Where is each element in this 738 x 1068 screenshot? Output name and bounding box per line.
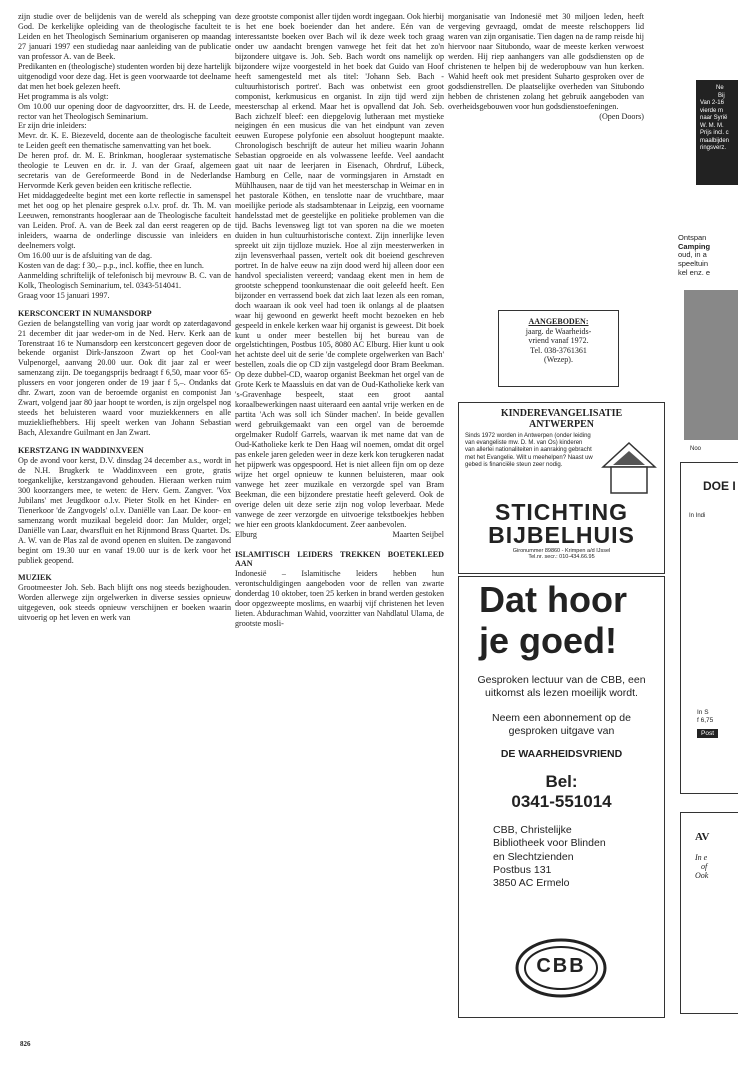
logo-text: CBB	[536, 955, 586, 977]
paragraph: Indonesië – Islamitische leiders hebben hun verontschuldigingen aangeboden voor de rellen van zwarte donderdag 10 oktober, toen 25 kerken in brand werden gestoken door opgezweepte moslims, en waarbij vijf christenen het leven lieten. Abdurachman Wahid, voorzitter van Nahdlatul Ulama, de grootste mosli-	[235, 569, 444, 629]
paragraph: Gezien de belangstelling van vorig jaar wordt op zaterdagavond 21 december dit jaar weder-om in de Ned. Herv. Kerk aan de Torenstraat 16 te Numansdorp een kerstconcert gegeven door de bekende organist Dirk-Janszoon Zwart op het Cool-van Vulpenorgel, aanvang 20.00 uur. Ook dit jaar zal er weer samenzang zijn. De toegangsprijs bedraagt f 6,50, maar voor 65-plussers en voor jongeren onder de 19 jaar f 5,–. Ondanks dat dhr. Zwart, zoon van de beroemde organist en componist Jan Zwart, volgend jaar 80 jaar hoopt te worden, is zijn orgelspel nog steeds het beluisteren waard voor muziekkenners en alle muziekliefhebbers. Hij speelt werken van Johann Sebastian Bach, Alexandre Guilmant en Jan Zwart.	[18, 318, 231, 438]
ad-body: Sinds 1972 worden in Antwerpen (onder leiding van evangeliste mw. D. M. van Os) kinderen van allerlei nationaliteiten in aanraking gebracht met het Evangelie. Wilt u meehelpen? Naast uw gebed is financiële steun zeer nodig.	[465, 433, 593, 468]
fragment-text: Ne	[716, 85, 724, 91]
ad-name: BIJBELHUIS	[488, 522, 635, 548]
fragment-block	[697, 709, 738, 738]
fragment-block	[678, 234, 738, 277]
fragment-text: Camping	[678, 241, 711, 251]
fragment-text: Prijs incl. c	[700, 130, 729, 136]
paragraph: Het programma is als volgt:	[18, 91, 109, 101]
fragment-box	[680, 462, 738, 794]
ad-address	[493, 824, 664, 890]
fragment-text: Ontspan	[678, 233, 707, 242]
fragment-text: In e	[695, 853, 708, 862]
ad-line: Tel. 038-3761361	[530, 345, 587, 355]
address-line: 3850 AC Ermelo	[493, 876, 570, 889]
ad-line: jaarg. de Waarheids-	[525, 326, 592, 336]
ad-line: vriend vanaf 1972.	[528, 336, 589, 346]
ad-headline: je goed!	[479, 620, 618, 662]
paragraph: Grootmeester Joh. Seb. Bach blijft ons nog steeds bezighouden. Worden allerwege zijn orgelwerken in diverse sessies opnieuw uitgegeven, ook steeds opnieuw verschijnen er boeken waarin uitvoerig op het leven en werk van	[18, 583, 231, 623]
paragraph: De heren prof. dr. M. E. Brinkman, hoogleraar systematische theologie te Leuven en dr. ir. J. van der Graaf, algemeen secretaris van de Gereformeerde Bond in de Nederlandse Hervormde Kerk geven beiden een kritische reflectie.	[18, 151, 231, 191]
paragraph: deze grootste componist aller tijden wordt ingegaan. Ook hierbij is het ene boek boeiender dan het andere. Eén van de interessantste boeken over Bach wil ik deze week toch graag onder uw aandacht brengen vanwege het feit dat het zo'n bijzondere uitgave is. Joh. Seb. Bach wordt ons namelijk op bijzondere wijze voorgesteld in het boek dat Guido van Hoof heeft samengesteld met als titel: 'Johann Seb. Bach - cultuurhistorisch portret'. Bach was onbetwist een groot componist, kerkmusicus en organist. In zijn tijd werd zijn meesterschap al erkend. Maar het is opvallend dat Joh. Seb. Bach zichzelf bleef: een diepgelovig lutheraan met mystieke neigingen én een musicus die van het eindpunt van zeven eeuwen Europese polyfonie een absoluut hoogtepunt maakte. Chronologisch beschrijft de auteur het milieu waarin Johann Sebastian opgroeide en als volwassene leefde. Veel aandacht gaat uit naar de leerjaren in Eisenach, Ohrdruf, Lübeck, Hamburg en Celle, naar de vormingsjaren in Arnstadt en Mühlhausen, naar de tijd van het meesterschap in Weimar en in het pastorale Köthen, en tenslotte naar de vruchtbare, maar moeilijke periode als stadsambtenaar in Leipzig, een voorname handelsstad met de geestelijke en politieke problemen van die tijd. Bachs levensweg ligt tot van sporen na die we moeten duiden in hun cultuurhistorische context. Zijn innerlijke leven spreekt uit zijn tijdloze muziek. Hoe al zijn meesterwerken in zijn levensverhaal passen, verteIt ook dit boeiend geschreven portret. In de halve eeuw na zijn dood werd hij alleen door een handvol specialisten vereerd; vandaag ekent men in hem de grootste scheppend toonkunstenaar die ooit geleefd heeft. Een bijzonder en verrassend boek dat zich laat lezen als een roman, doch waaraan ik ook veel had toen ik onlangs al de plaatsen waar hij gewoond en gewerkt heeft mocht bezoeken en heb gespeeld in enkele kerken waar hij organist is geweest. Dit boek kunt u onder meer bestellen bij het bureau van de orgelstichtingen, Postbus 105, 8080 AC Elburg. Hier kunt u ook het achtste deel uit de serie 'de complete orgelwerken van Bach' bestellen, zoals die op CD zijn vastgelegd door Bram Beekman. Op deze dubbel-CD, waarop organist Beekman het orgel van de Grote Kerk te Maassluis en dat van de Oud-Katholieke kerk van 's-Gravenhage bespeelt, staat een groot aantal koraalbewerkingen naast uiteraard een aantal vrije werken en de partita 'Ach was soll ich Sünder machen'. In beide gevallen werd gebruikgemaakt van een orgel van de beroemde orgelmaker Rudolf Garrels, waarvan ik met name dat van de Oud-Katholieke kerk te Den Haag wil noemen, omdat dit orgel pas enkele jaren geleden weer in deze kerk kon terugkeren nadat het pijpwerk was opgespoord. Het is niet alleen fijn om op deze wijze het orgel opnieuw te kunnen beluisteren, maar ook vanwege het zeer muzikale en verzorgde spel van Bram Beekman, die een bijzondere prestatie heeft geleverd. Ook de overige delen uit deze serie zijn nog volop leverbaar. Mede vanwege de zeer verzorgde en uitvoerige tekstboekjes hebben we hier een groots klankdocument. Zeer aanbevolen.	[235, 12, 444, 529]
cbb-logo-icon	[513, 937, 609, 999]
address-line: Postbus 131	[493, 863, 552, 876]
ad-text: Neem een abonnement op de gesproken uitgave van	[492, 712, 631, 738]
ad-text: DE WAARHEIDSVRIEND	[500, 748, 623, 761]
address-line: CBB, Christelijke	[493, 824, 572, 837]
paragraph: morganisatie van Indonesië met 30 miljoen leden, heeft vergeving gevraagd, omdat de meeste relschoppers lid waren van zijn organisatie. Tien dagen na de ramp reisde hij hiervoor naar Situbondo, waar de meeste kerken verwoest werden. Hij riep aanhangers van alle godsdiensten op de christenen te helpen bij de wederopbouw van hun kerken. Wahid heeft ook met president Suharto gesproken over de godsdienstrellen. De plaatselijke overheden van Situbondo hebben de christenen zolang het gebruik aangeboden van overheidsgebouwen voor hun godsdienstoefeningen.	[448, 12, 644, 111]
fragment-text: Bij	[718, 92, 725, 99]
signature-author: Maarten Seijbel	[392, 529, 444, 539]
paragraph: Mevr. dr. K. E. Biezeveld, docente aan de theologische faculteit te Leiden geeft een thematische samenvatting van het boek.	[18, 131, 231, 151]
photo-fragment	[684, 290, 738, 440]
paragraph: Er zijn drie inleiders:	[18, 121, 87, 131]
fragment-text: In Indi	[689, 513, 706, 519]
ad-line: (Wezep).	[544, 355, 573, 365]
fragment-text: Noo	[690, 446, 702, 452]
fragment-box	[680, 812, 738, 1014]
ad-cbb	[458, 576, 665, 1018]
fragment-text: oud, in a	[678, 250, 707, 260]
paragraph: Graag voor 15 januari 1997.	[18, 290, 110, 300]
fragment-text: of	[701, 862, 708, 871]
fragment-text: Ook	[695, 871, 709, 880]
source-credit: (Open Doors)	[599, 111, 644, 121]
house-logo-icon	[593, 433, 658, 497]
adjacent-page-edge	[676, 0, 738, 1068]
ad-title: AANGEBODEN:	[528, 317, 589, 326]
paragraph: Om 16.00 uur is de afsluiting van de dag.	[18, 250, 152, 260]
signature-place: Elburg	[235, 529, 257, 539]
ad-kinderevangelisatie	[458, 402, 665, 574]
fragment-text: speeltuin	[678, 258, 709, 268]
paragraph: Aanmelding schriftelijk of telefonisch bij mevrouw B. C. van de Kolk, Theologisch Seminarium, tel. 0343-514041.	[18, 270, 231, 290]
paragraph: Om 10.00 uur opening door de dagvoorzitter, drs. H. de Leede, rector van het Theologisch Seminarium.	[18, 101, 231, 121]
ad-title: KINDEREVANGELISATIE	[500, 408, 623, 419]
signature-line	[235, 530, 444, 540]
ad-phone: 0341-551014	[511, 792, 612, 812]
fragment-text: In S	[697, 709, 709, 716]
fragment-text: maalbijden	[700, 137, 730, 144]
fragment-block	[696, 80, 738, 185]
paragraph: Predikanten en (theologische) studenten worden bij deze hartelijk uitgenodigd voor deze dag. Het is geen voorwaarde tot deelname dat men het boek gelezen heeft.	[18, 61, 231, 91]
section-heading: KERSCONCERT IN NUMANSDORP	[18, 308, 152, 318]
column-right	[448, 12, 644, 121]
fragment-text: AV	[695, 831, 710, 843]
ad-text: Gesproken lectuur van de CBB, een uitkomst als lezen moeilijk wordt.	[477, 673, 646, 699]
ad-headline: Dat hoor	[479, 579, 627, 620]
paragraph: Op de avond voor kerst, D.V. dinsdag 24 december a.s., wordt in de N.H. Brugkerk te Waddinxveen een grote, gratis toegankelijke, kerstzangavond gehouden. Hieraan werken ruim 300 koorzangers mee, te weten: de Herv. Gem. Zangver. 'Vox Jubilans' met Jeugdkoor o.l.v. Pieter Stolk en het Kinder- en Tienerkoor 'de Zangvogels' o.l.v. Daniëlle van Laar. De koor- en samenzang wordt muzikaal begeleid door: Jan Mulder, orgel; Daniëlle van Laar, dwarsfluit en het Rijnmond Brass Quartet. Ds. A. W. van de Plas zal de avond openen en sluiten. De zangavond begint om 19.30 uur en vanaf 19.00 uur is de kerk voor het publiek geopend.	[18, 455, 231, 565]
page-number: 826	[20, 1040, 31, 1048]
column-middle	[235, 12, 444, 629]
fragment-text: W. M. M.	[700, 122, 724, 129]
fragment-text: f 6,75	[697, 716, 714, 724]
paragraph: Kosten van de dag: f 30,– p.p., incl. koffie, thee en lunch.	[18, 260, 204, 270]
address-line: Bibliotheek voor Blinden	[493, 837, 606, 850]
ad-footer: Tel.nr. secr.: 010-434.66.95	[528, 554, 595, 560]
address-line: en Slechtzienden	[493, 850, 574, 863]
fragment-text: vierde m	[700, 107, 724, 114]
section-heading: MUZIEK	[18, 573, 52, 583]
section-heading: ISLAMITISCH LEIDERS TREKKEN BOETEKLEED AAN	[235, 549, 444, 569]
fragment-text: naar Syrië	[700, 115, 728, 121]
fragment-text: ringsverz.	[700, 145, 727, 151]
paragraph: Het middaggedeelte begint met een korte reflectie in samenspel met het oog op het plenaire gesprek o.l.v. prof. dr. Th. M. van Leeuwen, remonstrants hoogleraar aan de Theologische faculteit van Leiden. Prof. A. van de Beek zal dan eerst reageren op de inleiders, waarna de onderlinge discussie van inleiders en deelnemers volgt.	[18, 191, 231, 250]
section-heading: KERSTZANG IN WADDINXVEEN	[18, 446, 144, 456]
classified-ad	[498, 310, 619, 387]
column-left	[18, 12, 231, 623]
fragment-text: Post	[697, 729, 718, 739]
fragment-text: kel enz. e	[678, 267, 711, 277]
paragraph: zijn studie over de belijdenis van de wereld als schepping van God. De kerkelijke opleiding van de theologische faculteit te Leiden en het Theologisch Seminarium organiseren op maandag 27 januari 1997 een studiedag naar aanleiding van de publicatie van professor A. van de Beek.	[18, 12, 231, 61]
ad-name: STICHTING	[495, 499, 628, 525]
ad-phone-label: Bel:	[545, 772, 578, 792]
ad-subtitle: ANTWERPEN	[528, 419, 594, 430]
ad-footer: Gironummer 89860 - Krimpen a/d IJssel	[512, 548, 611, 554]
fragment-text: Van 2-16	[700, 100, 724, 106]
fragment-text: DOE I	[703, 479, 736, 493]
